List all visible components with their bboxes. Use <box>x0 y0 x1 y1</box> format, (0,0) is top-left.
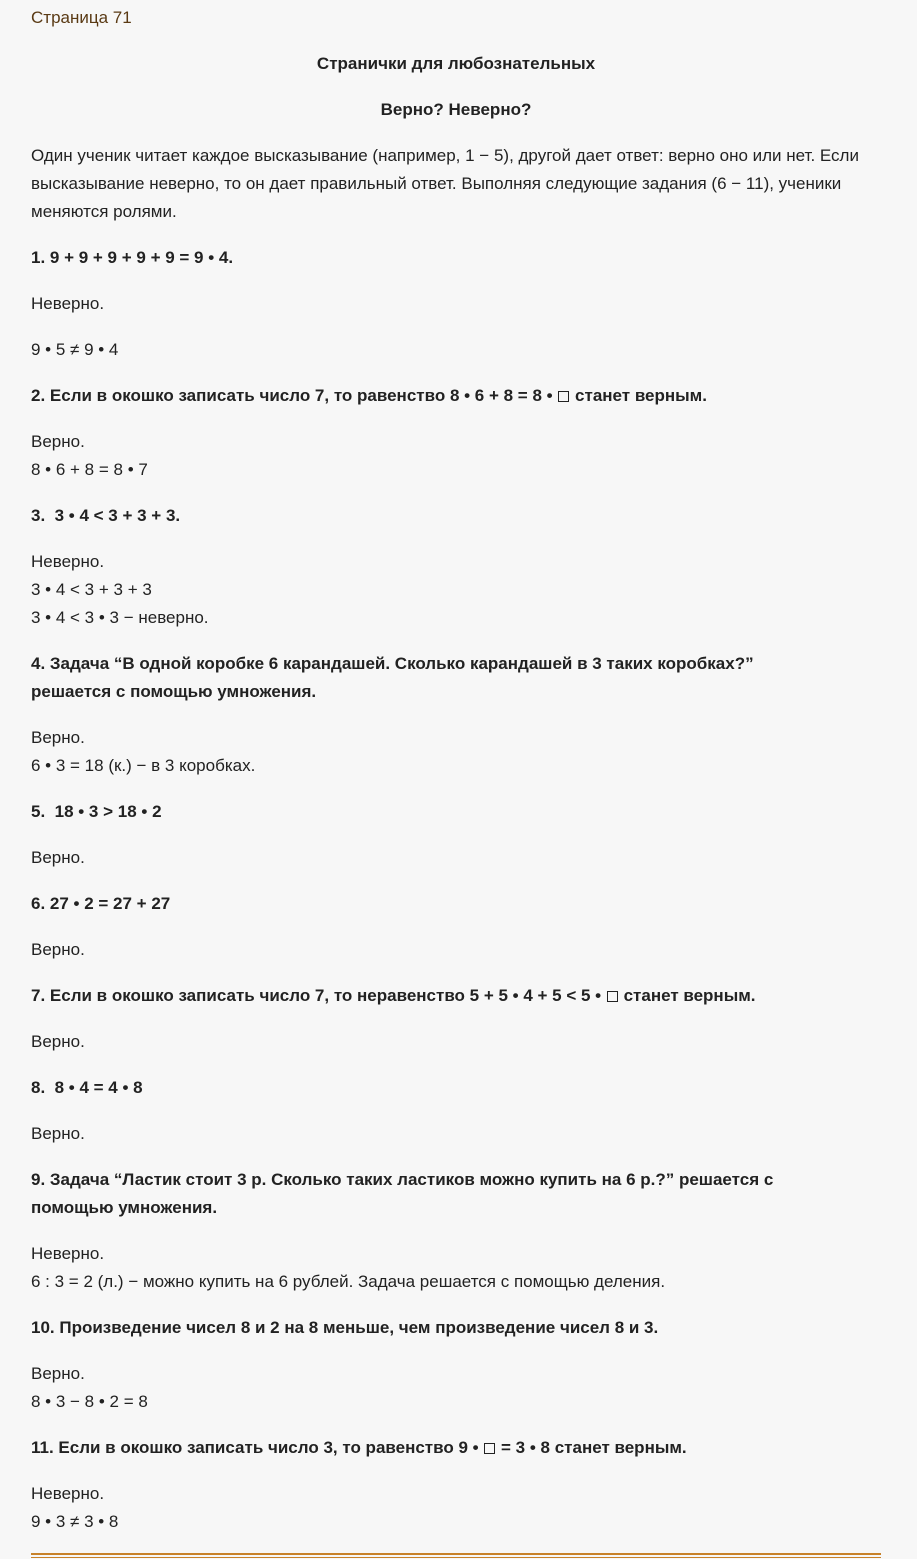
exercise-item-7 <box>31 982 881 1056</box>
exercise-item-4 <box>31 650 881 780</box>
exercise-question: 6. 27 • 2 = 27 + 27 <box>31 894 171 913</box>
exercise-solution: 3 • 4 < 3 + 3 + 3 <box>31 580 152 599</box>
exercise-solution: 9 • 5 ≠ 9 • 4 <box>31 340 119 359</box>
exercise-item-6 <box>31 890 881 964</box>
exercise-solution: 8 • 3 − 8 • 2 = 8 <box>31 1392 148 1411</box>
footer-divider <box>31 1553 881 1555</box>
exercise-question: 8. 8 • 4 = 4 • 8 <box>31 1078 143 1097</box>
exercise-answer: Верно. <box>31 432 85 451</box>
exercise-solution: 9 • 3 ≠ 3 • 8 <box>31 1512 119 1531</box>
empty-box-icon <box>558 391 569 402</box>
exercise-item-2 <box>31 382 881 484</box>
exercise-item-8 <box>31 1074 881 1148</box>
exercise-answer: Верно. <box>31 728 85 747</box>
exercise-question <box>31 982 881 1010</box>
exercise-item-10 <box>31 1314 881 1416</box>
exercise-item-1 <box>31 244 881 364</box>
exercise-item-11 <box>31 1434 881 1536</box>
exercise-solution: 6 • 3 = 18 (к.) − в 3 коробках. <box>31 756 256 775</box>
exercise-answer: Верно. <box>31 1032 85 1051</box>
exercise-question <box>31 382 881 410</box>
exercise-question: 9. Задача “Ластик стоит 3 р. Сколько таких ластиков можно купить на 6 р.?” решается с <box>31 1170 774 1189</box>
exercise-question: помощью умножения. <box>31 1198 218 1217</box>
exercise-solution: 3 • 4 < 3 • 3 − неверно. <box>31 608 209 627</box>
exercise-answer: Верно. <box>31 848 85 867</box>
exercise-item-3 <box>31 502 881 632</box>
exercise-answer: Неверно. <box>31 1244 105 1263</box>
intro-paragraph: Один ученик читает каждое высказывание (например, 1 − 5), другой дает ответ: верно оно или нет. Если высказывание неверно, то он дает правильный ответ. Выполняя следующие задания (6 − 11), ученики меняются ролями. <box>31 146 859 221</box>
empty-box-icon <box>607 991 618 1002</box>
exercise-answer: Верно. <box>31 940 85 959</box>
exercise-question: 4. Задача “В одной коробке 6 карандашей. Сколько карандашей в 3 таких коробках?” <box>31 654 754 673</box>
exercise-item-5 <box>31 798 881 872</box>
question-text: 11. Если в окошко записать число 3, то равенство 9 • <box>31 1438 484 1457</box>
exercise-question: решается с помощью умножения. <box>31 682 317 701</box>
page-title: Странички для любознательных <box>316 54 596 73</box>
exercise-question <box>31 1434 881 1462</box>
exercise-item-9 <box>31 1166 881 1296</box>
exercise-answer: Неверно. <box>31 552 105 571</box>
exercise-question: 1. 9 + 9 + 9 + 9 + 9 = 9 • 4. <box>31 248 234 267</box>
exercise-solution: 8 • 6 + 8 = 8 • 7 <box>31 460 148 479</box>
question-text: станет верным. <box>618 986 756 1005</box>
footer-divider-thin <box>31 1557 881 1558</box>
question-text: 2. Если в окошко записать число 7, то равенство 8 • 6 + 8 = 8 • <box>31 386 558 405</box>
exercise-question: 3. 3 • 4 < 3 + 3 + 3. <box>31 506 181 525</box>
question-text: = 3 • 8 станет верным. <box>496 1438 687 1457</box>
exercise-answer: Верно. <box>31 1364 85 1383</box>
exercise-answer: Верно. <box>31 1124 85 1143</box>
exercise-question: 10. Произведение чисел 8 и 2 на 8 меньше, чем произведение чисел 8 и 3. <box>31 1318 659 1337</box>
empty-box-icon <box>484 1443 495 1454</box>
exercise-answer: Неверно. <box>31 294 105 313</box>
exercise-answer: Неверно. <box>31 1484 105 1503</box>
exercise-solution: 6 : 3 = 2 (л.) − можно купить на 6 рублей. Задача решается с помощью деления. <box>31 1272 666 1291</box>
page-subtitle: Верно? Неверно? <box>380 100 532 119</box>
page-label: Страница 71 <box>31 8 132 27</box>
question-text: 7. Если в окошко записать число 7, то неравенство 5 + 5 • 4 + 5 < 5 • <box>31 986 606 1005</box>
question-text: станет верным. <box>570 386 707 405</box>
exercise-question: 5. 18 • 3 > 18 • 2 <box>31 802 162 821</box>
